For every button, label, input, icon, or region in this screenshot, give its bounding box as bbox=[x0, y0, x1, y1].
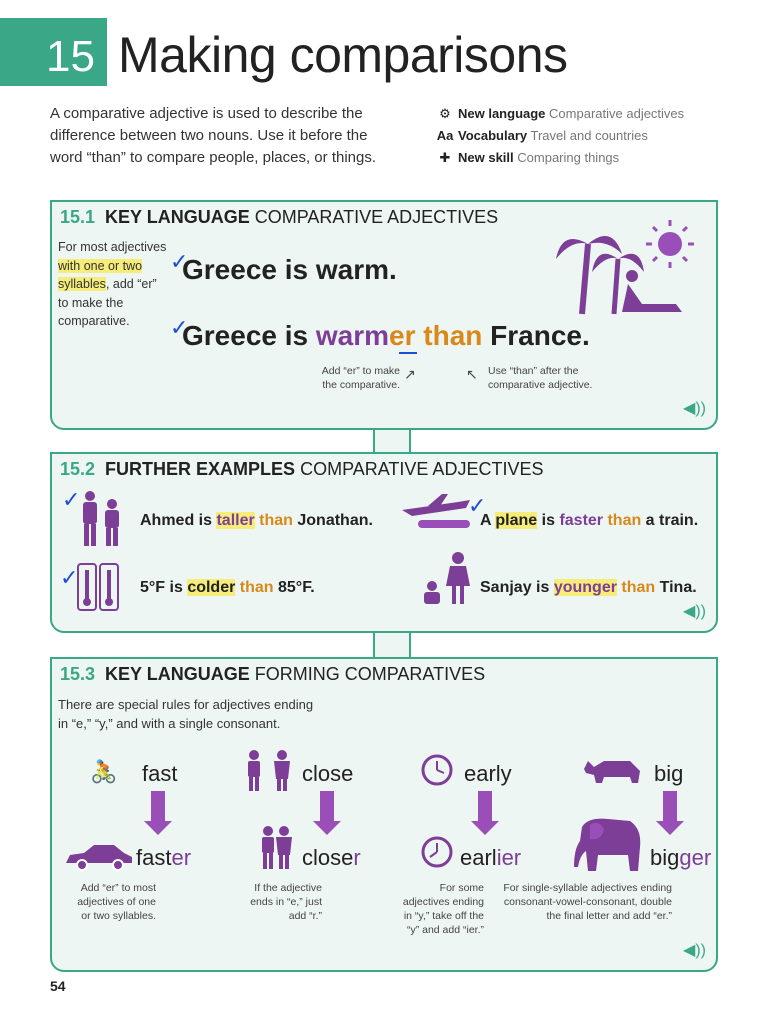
audio-icon[interactable]: ◀)) bbox=[683, 400, 706, 417]
elephant-icon bbox=[568, 815, 644, 873]
cyclist-icon: 🚴 bbox=[90, 759, 118, 784]
arrow-icon: ↗ bbox=[404, 366, 416, 382]
vocabulary-icon: Aa bbox=[436, 128, 454, 143]
page-number: 54 bbox=[50, 978, 66, 994]
comparative-word-earlier: earlier bbox=[460, 845, 522, 870]
car-icon bbox=[64, 843, 134, 871]
example-colder: 5°F is colder than 85°F. bbox=[140, 579, 315, 596]
base-word-early: early bbox=[464, 761, 512, 786]
clock-icon bbox=[420, 835, 454, 869]
section-forming-comparatives bbox=[50, 657, 718, 972]
comparative-word-bigger: bigger bbox=[650, 845, 712, 870]
section-intro: There are special rules for adjectives ending in “e,” “y,” and with a single consonant. bbox=[58, 697, 314, 731]
children-age-icon bbox=[416, 552, 472, 606]
down-arrow-icon bbox=[151, 791, 165, 823]
section-title: 15.3 KEY LANGUAGE FORMING COMPARATIVES bbox=[60, 664, 486, 684]
example-younger: Sanjay is younger than Tina. bbox=[480, 579, 697, 596]
people-height-icon bbox=[78, 490, 124, 548]
people-together-icon bbox=[260, 825, 292, 871]
checkmark-icon: ✓ bbox=[62, 488, 81, 513]
note-add-er: Add “er” to make the comparative. bbox=[321, 365, 400, 391]
down-arrow-icon bbox=[478, 791, 492, 823]
section-further-examples bbox=[50, 452, 718, 633]
section-title: 15.2 FURTHER EXAMPLES COMPARATIVE ADJECTIVES bbox=[60, 459, 544, 479]
plane-train-icon bbox=[398, 492, 474, 532]
clock-icon bbox=[420, 753, 454, 787]
rule-note-2: If the adjective ends in “e,” just add “r.” bbox=[250, 882, 322, 922]
thermometers-icon bbox=[76, 562, 122, 614]
comparative-word-closer: closer bbox=[302, 845, 361, 870]
arrowhead bbox=[471, 821, 499, 835]
down-arrow-icon bbox=[320, 791, 334, 823]
chapter-number: 15 bbox=[0, 18, 107, 86]
rule-note-1: Add “er” to most adjectives of one or two syllables. bbox=[77, 882, 156, 922]
rule-note-4: For single-syllable adjectives ending consonant-vowel-consonant, double the final letter and add “er.” bbox=[503, 882, 672, 922]
info-new-language: ⚙ New language Comparative adjectives bbox=[436, 106, 684, 122]
info-new-skill: ✚ New skill Comparing things bbox=[436, 150, 619, 166]
audio-icon[interactable]: ◀)) bbox=[683, 603, 706, 620]
checkmark-icon: ✓ bbox=[170, 250, 189, 275]
checkmark-icon: ✓ bbox=[60, 566, 79, 591]
rhino-icon bbox=[580, 755, 642, 785]
intro-text: A comparative adjective is used to describe the difference between two nouns. Use it before the word “than” to compare people, places, or things. bbox=[50, 105, 377, 166]
example-sentence-2: Greece is warmer than France. bbox=[182, 320, 590, 351]
example-faster: A plane is faster than a train. bbox=[480, 512, 699, 529]
checkmark-icon: ✓ bbox=[468, 494, 487, 519]
section-key-language-comparatives bbox=[50, 200, 718, 430]
panel-connector bbox=[373, 426, 411, 454]
arrowhead bbox=[313, 821, 341, 835]
people-apart-icon bbox=[246, 749, 290, 793]
info-vocabulary: Aa Vocabulary Travel and countries bbox=[436, 128, 648, 143]
section-title: 15.1 KEY LANGUAGE COMPARATIVE ADJECTIVES bbox=[60, 207, 499, 227]
down-arrow-icon bbox=[663, 791, 677, 823]
checkmark-icon: ✓ bbox=[170, 316, 189, 341]
rule-note-3: For some adjectives ending in “y,” take off the “y” and add “ier.” bbox=[402, 882, 484, 936]
chapter-title: Making comparisons bbox=[118, 27, 568, 83]
panel-connector bbox=[373, 631, 411, 659]
base-word-close: close bbox=[302, 761, 354, 786]
example-sentence-1: Greece is warm. bbox=[182, 254, 397, 285]
arrowhead bbox=[144, 821, 172, 835]
example-taller: Ahmed is taller than Jonathan. bbox=[140, 512, 373, 529]
puzzle-icon: ✚ bbox=[439, 150, 451, 165]
base-word-big: big bbox=[654, 761, 684, 786]
arrow-icon: ↖ bbox=[466, 366, 478, 382]
gears-icon: ⚙ bbox=[439, 106, 451, 121]
comparative-word-faster: faster bbox=[136, 845, 192, 870]
suffix-underline bbox=[399, 352, 417, 354]
beach-illustration bbox=[552, 214, 702, 324]
base-word-fast: fast bbox=[142, 761, 178, 786]
audio-icon[interactable]: ◀)) bbox=[683, 942, 706, 959]
rule-text: For most adjectives with one or two syllables, add “er” to make the comparative. bbox=[58, 240, 167, 328]
note-use-than: Use “than” after the comparative adjective. bbox=[488, 365, 593, 391]
arrowhead bbox=[656, 821, 684, 835]
